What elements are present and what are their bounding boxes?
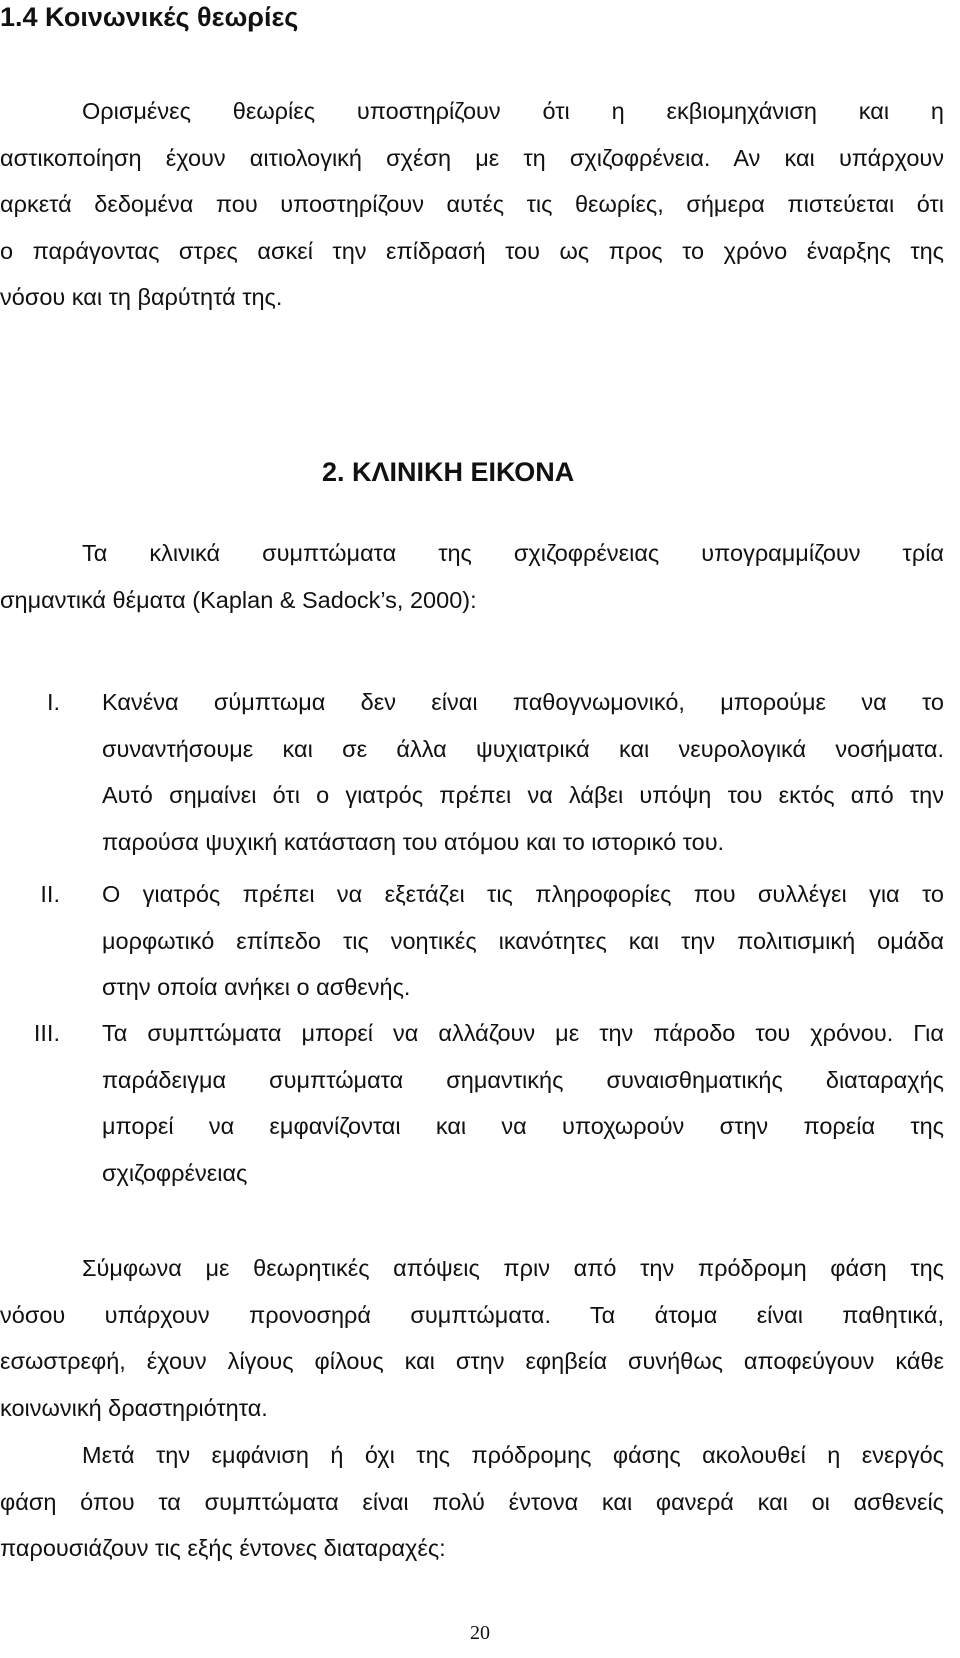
intro-line: Ορισμένες θεωρίες υποστηρίζουν ότι η εκβιομηχάνιση και η xyxy=(82,98,944,124)
list-item xyxy=(102,679,944,865)
list-item-line: μορφωτικό επίπεδο τις νοητικές ικανότητες και την πολιτισμική ομάδα xyxy=(102,927,944,954)
clinical-intro-paragraph xyxy=(0,530,944,623)
prodromal-paragraph xyxy=(0,1245,944,1431)
list-item-line: παράδειγμα συμπτώματα σημαντικής συναισθηματικής διαταραχής xyxy=(102,1066,944,1093)
list-item-line: Κανένα σύμπτωμα δεν είναι παθογνωμονικό, μπορούμε να το xyxy=(102,689,944,715)
list-item-line: Τα συμπτώματα μπορεί να αλλάζουν με την πάροδο του χρόνου. Για xyxy=(102,1020,944,1046)
prodromal-line: εσωστρεφή, έχουν λίγους φίλους και στην εφηβεία συνήθως αποφεύγουν κάθε xyxy=(0,1348,944,1375)
list-item-line: συναντήσουμε και σε άλλα ψυχιατρικά και νευρολογικά νοσήματα. xyxy=(102,735,944,762)
list-item-line: στην οποία ανήκει ο ασθενής. xyxy=(102,974,411,1001)
item-numeral: I. xyxy=(46,689,60,715)
list-item-line: παρούσα ψυχική κατάσταση του ατόμου και το ιστορικό του. xyxy=(102,828,725,855)
item-numeral: III. xyxy=(33,1020,60,1046)
list-item-line: Ο γιατρός πρέπει να εξετάζει τις πληροφορίες που συλλέγει για το xyxy=(102,881,944,907)
list-item xyxy=(102,871,944,1011)
prodromal-line: νόσου υπάρχουν προνοσηρά συμπτώματα. Τα άτομα είναι παθητικά, xyxy=(0,1301,944,1328)
active-line: Μετά την εμφάνιση ή όχι της πρόδρομης φάσης ακολουθεί η ενεργός xyxy=(82,1442,944,1468)
intro-line: νόσου και τη βαρύτητά της. xyxy=(0,284,283,311)
active-line: παρουσιάζουν τις εξής έντονες διαταραχές: xyxy=(0,1535,446,1562)
section-title: 2. ΚΛΙΝΙΚΗ ΕΙΚΟΝΑ xyxy=(322,457,575,487)
clinical-line: σημαντικά θέματα (Kaplan & Sadock’s, 2000): xyxy=(0,586,477,613)
active-phase-paragraph xyxy=(0,1432,944,1572)
intro-paragraph xyxy=(0,88,944,321)
list-item xyxy=(102,1010,944,1196)
prodromal-line: Σύμφωνα με θεωρητικές απόψεις πριν από την πρόδρομη φάση της xyxy=(82,1255,944,1281)
prodromal-line: κοινωνική δραστηριότητα. xyxy=(0,1394,268,1421)
list-item-line: Αυτό σημαίνει ότι ο γιατρός πρέπει να λάβει υπόψη του εκτός από την xyxy=(102,782,944,809)
item-numeral: II. xyxy=(40,881,60,907)
page-number: 20 xyxy=(470,1622,490,1644)
list-item-line: σχιζοφρένειας xyxy=(102,1159,248,1186)
subsection-heading: 1.4 Κοινωνικές θεωρίες xyxy=(0,2,299,32)
active-line: φάση όπου τα συμπτώματα είναι πολύ έντονα και φανερά και οι ασθενείς xyxy=(0,1488,944,1515)
clinical-line: Τα κλινικά συμπτώματα της σχιζοφρένειας υπογραμμίζουν τρία xyxy=(82,540,944,566)
intro-line: αρκετά δεδομένα που υποστηρίζουν αυτές τις θεωρίες, σήμερα πιστεύεται ότι xyxy=(0,191,944,218)
intro-line: ο παράγοντας στρες ασκεί την επίδρασή του ως προς το χρόνο έναρξης της xyxy=(0,237,944,264)
list-item-line: μπορεί να εμφανίζονται και να υποχωρούν στην πορεία της xyxy=(102,1113,944,1140)
intro-line: αστικοποίηση έχουν αιτιολογική σχέση με τη σχιζοφρένεια. Αν και υπάρχουν xyxy=(0,144,944,171)
